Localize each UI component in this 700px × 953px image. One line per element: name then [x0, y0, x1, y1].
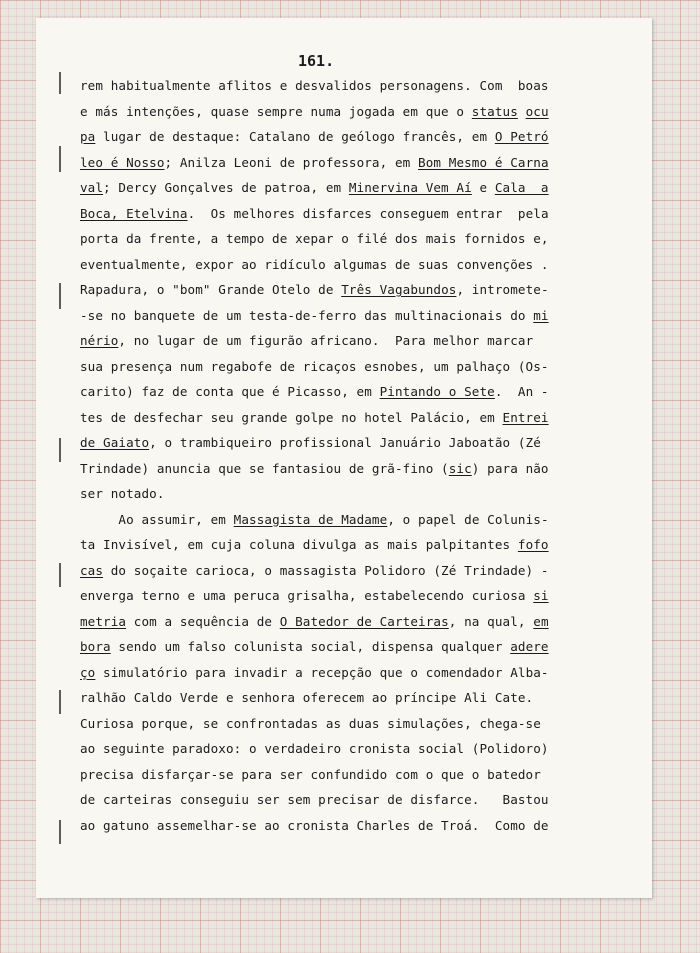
text-run: . Os melhores disfarces conseguem entrar pela — [187, 205, 549, 221]
text-line — [80, 252, 608, 278]
underlined-title: ço — [80, 664, 96, 680]
text-run: ser notado. — [80, 486, 165, 501]
underlined-title: ocu — [525, 103, 549, 119]
underlined-title: adere — [510, 639, 549, 654]
binding-mark — [59, 146, 61, 172]
text-line — [80, 201, 608, 227]
underlined-title: status — [471, 103, 518, 119]
binding-mark — [59, 690, 61, 714]
underlined-title: nério — [80, 333, 119, 348]
text-run: Rapadura, o "bom" Grande Otelo de — [80, 282, 342, 297]
text-run: eventualmente, expor ao ridículo algumas de suas convenções . — [80, 256, 549, 272]
underlined-title: pa — [80, 129, 96, 144]
text-run: carito) faz de conta que é Picasso, em — [80, 384, 380, 399]
underlined-title: Boca, Etelvina — [80, 205, 188, 221]
text-run: . An - — [494, 384, 549, 399]
text-run: Curiosa porque, se confrontadas as duas simulações, chega-se — [80, 715, 541, 731]
page-number: 161. — [298, 52, 335, 70]
binding-mark — [59, 563, 61, 587]
text-line — [80, 736, 608, 762]
text-run: , na qual, — [448, 613, 534, 629]
text-line — [80, 609, 608, 635]
text-run: tes de desfechar seu grande golpe no hotel Palácio, em — [80, 409, 503, 425]
text-run: e — [471, 180, 495, 195]
text-run — [518, 104, 526, 119]
text-run: sua presença num regabofe de ricaços esnobes, um palhaço (Os- — [80, 358, 549, 374]
text-line — [80, 175, 608, 201]
underlined-title: Pintando o Sete — [379, 384, 495, 399]
text-line — [80, 711, 608, 737]
text-line — [80, 328, 608, 354]
text-line — [80, 277, 608, 303]
text-run: ; Anilza Leoni de professora, em — [164, 154, 419, 170]
underlined-title: de Gaiato — [80, 435, 150, 450]
text-line — [80, 660, 608, 686]
underlined-title: mi — [533, 307, 549, 323]
text-line — [80, 558, 608, 584]
text-run: sendo um falso colunista social, dispensa qualquer — [110, 639, 511, 654]
text-line — [80, 354, 608, 380]
text-run: porta da frente, a tempo de xepar o filé dos mais fornidos e, — [80, 231, 549, 246]
underlined-title: Entrei — [502, 409, 549, 425]
underlined-title: Minervina Vem Aí — [348, 180, 472, 195]
text-line — [80, 583, 608, 609]
text-run: , intromete- — [456, 282, 549, 297]
text-run: ralhão Caldo Verde e senhora oferecem ao príncipe Ali Cate. — [80, 690, 534, 705]
underlined-title: si — [533, 588, 549, 603]
text-run: -se no banquete de um testa-de-ferro das multinacionais do — [80, 307, 534, 323]
underlined-title: Cala a — [494, 180, 549, 195]
underlined-title: bora — [80, 639, 111, 654]
underlined-title: metria — [80, 613, 127, 629]
text-run: ) para não — [471, 460, 549, 476]
text-line — [80, 787, 608, 813]
binding-mark — [59, 283, 61, 309]
underlined-title: fofo — [517, 537, 549, 552]
binding-mark — [59, 438, 61, 462]
text-run: rem habitualmente aflitos e desvalidos personagens. Com boas — [80, 78, 549, 93]
text-run: ao seguinte paradoxo: o verdadeiro cronista social (Polidoro) — [80, 741, 549, 756]
text-run: enverga terno e uma peruca grisalha, estabelecendo curiosa — [80, 588, 534, 603]
text-line — [80, 430, 608, 456]
underlined-title: O Petró — [494, 129, 549, 144]
text-line — [80, 124, 608, 150]
text-line — [80, 481, 608, 507]
text-run: ao gatuno assemelhar-se ao cronista Charles de Troá. Como de — [80, 817, 549, 833]
underlined-title: O Batedor de Carteiras — [279, 613, 449, 629]
underlined-title: leo é Nosso — [80, 154, 165, 170]
binding-mark — [59, 72, 61, 94]
text-run: simulatório para invadir a recepção que o comendador Alba- — [95, 664, 549, 680]
text-line — [80, 685, 608, 711]
text-line — [80, 762, 608, 788]
text-line — [80, 532, 608, 558]
text-run: , o papel de Colunis- — [387, 511, 549, 527]
text-line — [80, 73, 608, 99]
text-line — [80, 634, 608, 660]
text-line — [80, 226, 608, 252]
text-run: de carteiras conseguiu ser sem precisar de disfarce. Bastou — [80, 792, 549, 807]
underlined-title: cas — [80, 562, 104, 578]
text-run: , no lugar de um figurão africano. Para melhor marcar — [118, 333, 534, 348]
text-run: , o trambiqueiro profissional Januário Jaboatão (Zé — [149, 435, 541, 450]
text-run: Ao assumir, em — [80, 511, 234, 527]
underlined-title: Três Vagabundos — [341, 282, 457, 297]
text-line — [80, 379, 608, 405]
text-run: lugar de destaque: Catalano de geólogo francês, em — [95, 129, 495, 144]
text-line — [80, 507, 608, 533]
text-line — [80, 813, 608, 839]
text-run: e más intenções, quase sempre numa jogada em que o — [80, 103, 472, 119]
text-line — [80, 405, 608, 431]
text-run: ; Dercy Gonçalves de patroa, em — [103, 180, 349, 195]
underlined-title: val — [80, 180, 104, 195]
text-run: com a sequência de — [126, 613, 280, 629]
text-line — [80, 99, 608, 125]
binding-mark — [59, 820, 61, 844]
underlined-title: em — [533, 613, 549, 629]
underlined-title: Bom Mesmo é Carna — [418, 154, 549, 170]
text-line — [80, 303, 608, 329]
underlined-title: sic — [448, 460, 472, 476]
text-run: Trindade) anuncia que se fantasiou de grã-fino ( — [80, 460, 449, 476]
text-run: ta Invisível, em cuja coluna divulga as mais palpitantes — [80, 537, 518, 552]
text-line — [80, 150, 608, 176]
underlined-title: Massagista de Madame — [233, 511, 388, 527]
text-run: do soçaite carioca, o massagista Polidoro (Zé Trindade) - — [103, 562, 549, 578]
body-text — [80, 73, 608, 838]
text-run: precisa disfarçar-se para ser confundido com o que o batedor — [80, 766, 541, 782]
text-line — [80, 456, 608, 482]
